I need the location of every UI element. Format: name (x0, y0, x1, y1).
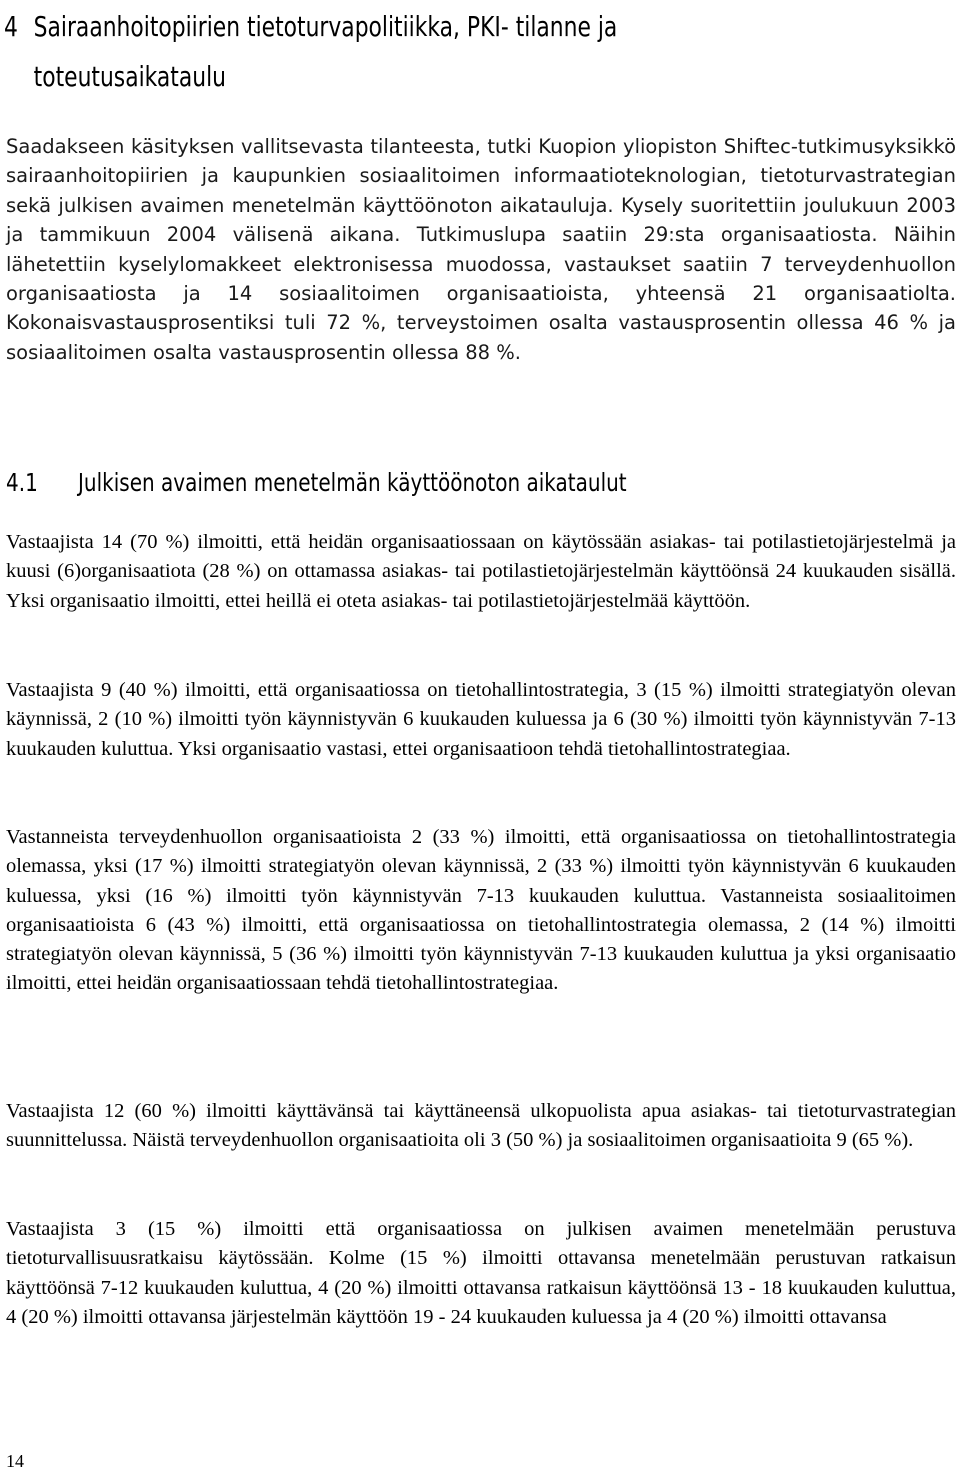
paragraph-4: Vastaajista 12 (60 %) ilmoitti käyttävänsä tai käyttäneensä ulkopuolista apua asiakas- tai tietoturvastrategian suunnittelussa. Näistä terveydenhuollon organisaatioita oli 3 (50 %) ja sosiaalitoimen organisaatioita 9 (65 %). (6, 1100, 956, 1152)
paragraph-5: Vastaajista 3 (15 %) ilmoitti että organisaatiossa on julkisen avaimen menetelmään perustuva tietoturvallisuusratkaisu käytössään. Kolme (15 %) ilmoitti ottavansa menetelmään perustuvan ratkaisun käyttöönsä 7-12 kuukauden kuluttua, 4 (20 %) ilmoitti ottavansa ratkaisun käyttöönsä 13 - 18 kuukauden kuluttua, 4 (20 %) ilmoitti ottavansa järjestelmän käyttöön 19 - 24 kuukauden kuluessa ja 4 (20 %) ilmoitti ottavansa (6, 1218, 956, 1328)
paragraph-2: Vastaajista 9 (40 %) ilmoitti, että organisaatiossa on tietohallintostrategia, 3 (15 %) ilmoitti strategiatyön olevan käynnissä, 2 (10 %) ilmoitti työn käynnistyvän 6 kuukauden kuluessa ja 6 (30 %) ilmoitti työn käynnistyvän 7-13 kuukauden kuluttua. Yksi organisaatio vastasi, ettei organisaatioon tehdä tietohallintostrategiaa. (6, 679, 956, 760)
section-heading (6, 467, 766, 499)
paragraph-3: Vastanneista terveydenhuollon organisaatioista 2 (33 %) ilmoitti, että organisaatiossa on tietohallintostrategia olemassa, yksi (17 %) ilmoitti strategiatyön olevan käynnissä, 2 (33 %) ilmoitti työn käynnistyvän 6 kuukauden kuluessa, yksi (16 %) ilmoitti työn käynnistyvän 7-13 kuukauden kuluttua. Vastanneista sosiaalitoimen organisaatioista 6 (43 %) ilmoitti, että organisaatiossa on tietohallintostrategia olemassa, 2 (14 %) ilmoitti strategiatyön olevan käynnissä, 5 (36 %) ilmoitti työn käynnistyvän 7-13 kuukauden kuluttua ja yksi organisaatio ilmoitti, ettei heidän organisaatiossaan tehdä tietohallintostrategiaa. (6, 826, 956, 995)
intro-paragraph: Saadakseen käsityksen vallitsevasta tilanteesta, tutki Kuopion yliopiston Shiftec-tutkimusyksikkö sairaanhoitopiirien ja kaupunkien sosiaalitoimen informaatioteknologian, tietoturvastrategian sekä julkisen avaimen menetelmän käyttöönoton aikatauluja. Kysely suoritettiin joulukuun 2003 ja tammikuun 2004 välisenä aikana. Tutkimuslupa saatiin 29:sta organisaatiosta. Näihin lähetettiin kyselylomakkeet elektronisessa muodossa, vastaukset saatiin 7 terveydenhuollon organisaatiosta ja 14 sosiaalitoimen organisaatioista, yhteensä 21 organisaatiolta. Kokonaisvastausprosentiksi tuli 72 %, terveystoimen osalta vastausprosentin ollessa 46 % ja sosiaalitoimen osalta vastausprosentin ollessa 88 %. (6, 135, 956, 364)
chapter-title-line1: Sairaanhoitopiirien tietoturvapolitiikka, PKI- tilanne ja (33, 10, 618, 43)
section-title: Julkisen avaimen menetelmän käyttöönoton aikataulut (78, 468, 627, 497)
page-number: 14 (6, 1451, 24, 1471)
chapter-heading (4, 2, 745, 102)
chapter-title-line2: toteutusaikataulu (33, 60, 226, 93)
chapter-number: 4 (4, 10, 18, 43)
paragraph-1: Vastaajista 14 (70 %) ilmoitti, että heidän organisaatiossaan on käytössään asiakas- tai potilastietojärjestelmä ja kuusi (6)organisaatiota (28 %) on ottamassa asiakas- tai potilastietojärjestelmän käyttöönsä 24 kuukauden sisällä. Yksi organisaatio ilmoitti, ettei heillä ei oteta asiakas- tai potilastietojärjestelmää käyttöön. (6, 531, 956, 612)
section-number: 4.1 (6, 468, 38, 497)
